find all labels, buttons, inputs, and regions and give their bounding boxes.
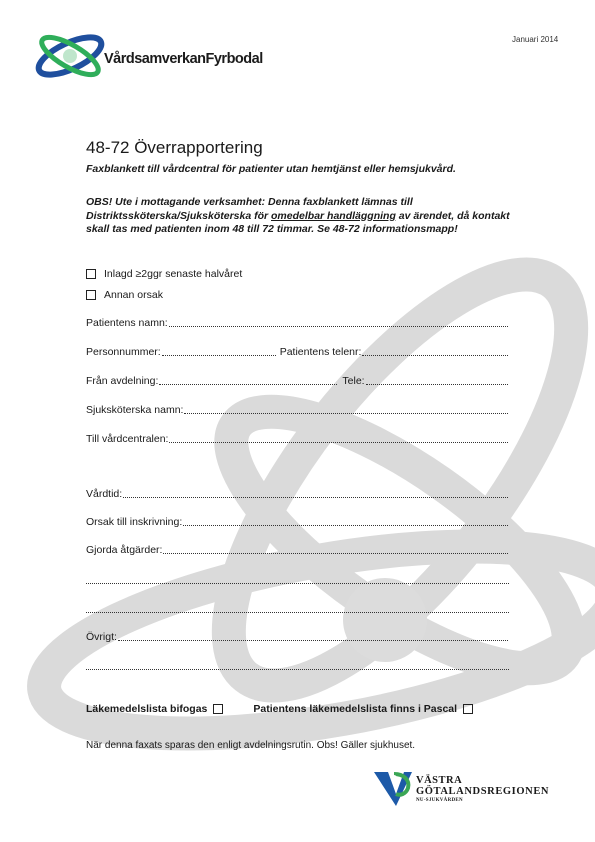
field-nurse-name-label: Sjuksköterska namn: xyxy=(86,404,184,416)
field-personnummer-line[interactable] xyxy=(162,354,276,356)
field-other-line[interactable] xyxy=(118,639,508,641)
field-nurse-name-line[interactable] xyxy=(184,412,508,414)
medication-attached-label: Läkemedelslista bifogas xyxy=(86,703,208,715)
vgr-line-2: GÖTALANDSREGIONEN xyxy=(416,786,550,797)
field-to-clinic-label: Till vårdcentralen: xyxy=(86,433,169,445)
field-admission-reason[interactable] xyxy=(86,516,509,528)
vgr-line-1: VÄSTRA xyxy=(416,775,463,786)
field-from-ward-row[interactable] xyxy=(86,375,509,387)
vardsamverkan-logo-icon xyxy=(32,26,110,82)
obs-text-underlined: omedelbar handläggning xyxy=(271,209,396,222)
checkbox-other-reason[interactable] xyxy=(86,290,96,300)
field-nurse-name[interactable] xyxy=(86,404,509,416)
field-actions-taken-line-3[interactable] xyxy=(86,611,509,613)
footer-note: När denna faxats sparas den enligt avdelningsrutin. Obs! Gäller sjukhuset. xyxy=(86,740,416,751)
checkbox-row-readmitted[interactable] xyxy=(86,268,242,280)
logo-text: VårdsamverkanFyrbodal xyxy=(104,51,263,67)
obs-text-part1: OBS! Ute i mottagande verksamhet: Denna faxblankett lämnas till Distriktssköterska/Sjuksköterska för xyxy=(86,196,413,222)
medication-pascal-label: Patientens läkemedelslista finns i Pascal xyxy=(253,703,458,715)
obs-notice xyxy=(86,196,526,237)
field-care-time-label: Vårdtid: xyxy=(86,488,123,500)
checkbox-medication-attached[interactable] xyxy=(213,704,223,714)
checkbox-readmitted-label: Inlagd ≥2ggr senaste halvåret xyxy=(104,268,243,280)
field-patient-name-line[interactable] xyxy=(169,325,508,327)
field-other[interactable] xyxy=(86,631,509,643)
checkbox-row-other-reason[interactable] xyxy=(86,289,163,301)
field-actions-taken-line[interactable] xyxy=(163,552,508,554)
document-date: Januari 2014 xyxy=(512,35,559,44)
field-personnummer-label: Personnummer: xyxy=(86,346,161,358)
field-actions-taken-line-2[interactable] xyxy=(86,582,509,584)
field-care-time[interactable] xyxy=(86,488,509,500)
checkbox-medication-pascal[interactable] xyxy=(463,704,473,714)
obs-text-part2: av ärendet, då kontakt skall tas med patienten inom 48 till 72 timmar. Se 48-72 informationsmapp! xyxy=(86,209,510,236)
field-actions-taken[interactable] xyxy=(86,544,509,556)
field-patient-name[interactable] xyxy=(86,317,509,329)
field-personnummer-row[interactable] xyxy=(86,346,509,358)
field-other-label: Övrigt: xyxy=(86,631,117,643)
medication-row xyxy=(86,703,516,715)
field-other-line-2[interactable] xyxy=(86,668,509,670)
field-to-clinic[interactable] xyxy=(86,433,509,445)
field-patient-name-label: Patientens namn: xyxy=(86,317,168,329)
field-tel-label: Tele: xyxy=(342,375,365,387)
field-admission-reason-label: Orsak till inskrivning: xyxy=(86,516,183,528)
field-tel-line[interactable] xyxy=(366,383,508,385)
checkbox-readmitted[interactable] xyxy=(86,269,96,279)
field-actions-taken-label: Gjorda åtgärder: xyxy=(86,544,163,556)
field-patient-phone-line[interactable] xyxy=(362,354,508,356)
field-care-time-line[interactable] xyxy=(123,496,508,498)
field-admission-reason-line[interactable] xyxy=(183,524,508,526)
form-title: 48-72 Överrapportering xyxy=(86,138,263,157)
checkbox-other-reason-label: Annan orsak xyxy=(104,289,163,301)
form-subtitle: Faxblankett till vårdcentral för patienter utan hemtjänst eller hemsjukvård. xyxy=(86,163,456,175)
vgr-logo-text xyxy=(416,775,549,804)
field-from-ward-line[interactable] xyxy=(159,383,337,385)
field-from-ward-label: Från avdelning: xyxy=(86,375,159,387)
field-patient-phone-label: Patientens telenr: xyxy=(279,346,362,358)
vgr-logo-icon xyxy=(374,770,414,808)
field-to-clinic-line[interactable] xyxy=(169,441,508,443)
vgr-line-3: NU-SJUKVÅRDEN xyxy=(416,798,463,803)
